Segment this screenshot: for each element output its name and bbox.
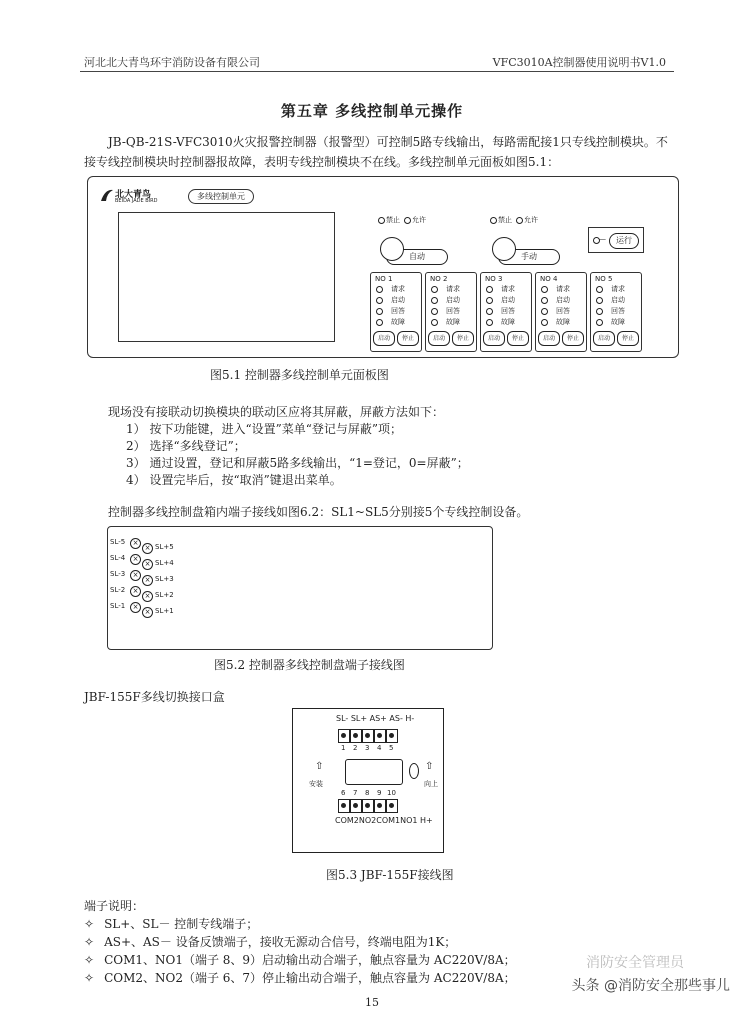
fault-label: 故障 <box>501 318 515 326</box>
terminal-desc-text: SL+、SL－ 控制专线端子； <box>104 917 259 931</box>
interface-box-figure <box>292 708 444 853</box>
terminal-block <box>374 799 386 813</box>
terminal-desc-text: COM1、NO1（端子 8、9）启动输出动合端子，触点容量为 AC220V/8A； <box>104 953 516 967</box>
request-led <box>596 286 603 293</box>
bullet-icon: ✧ <box>84 971 95 985</box>
answer-label: 回答 <box>611 307 625 315</box>
auto-button-label: 自动 <box>409 252 425 261</box>
terminal-num: 9 <box>377 789 382 797</box>
channel-no: NO 5 <box>595 275 613 283</box>
brand-logo <box>100 187 160 207</box>
terminal-block <box>350 729 362 743</box>
terminal-minus-label: SL-2 <box>110 586 126 594</box>
auto-allow-led <box>404 217 411 224</box>
terminal-block <box>374 729 386 743</box>
terminal-block <box>350 799 362 813</box>
display-window <box>345 759 403 785</box>
manual-forbid-led <box>490 217 497 224</box>
answer-label: 回答 <box>391 307 405 315</box>
manual-key-switch[interactable] <box>492 237 516 261</box>
terminal-plus-label: SL+3 <box>155 575 174 583</box>
shield-lead: 现场没有接联动切换模块的联动区应将其屏蔽，屏蔽方法如下： <box>108 405 445 419</box>
terminal-num: 2 <box>353 744 358 752</box>
terminal-desc-4 <box>84 969 516 986</box>
request-led <box>431 286 438 293</box>
manual-button-label: 手动 <box>521 252 537 261</box>
terminal-plus-label: SL+2 <box>155 591 174 599</box>
watermark-ghost: 消防安全管理员 <box>586 955 684 971</box>
channel-start-button[interactable]: 启动 <box>483 331 505 346</box>
channel-stop-button[interactable]: 停止 <box>562 331 584 346</box>
terminal-num: 4 <box>377 744 382 752</box>
terminal-block <box>386 799 398 813</box>
terminal-minus-label: SL-1 <box>110 602 126 610</box>
control-panel-figure <box>87 176 679 358</box>
manual-allow-label: 允许 <box>524 216 538 224</box>
answer-led <box>376 308 383 315</box>
manual-forbid-label: 禁止 <box>498 216 512 224</box>
up-label: 向上 <box>424 780 438 788</box>
start-led <box>486 297 493 304</box>
terminal-desc-text: COM2、NO2（端子 6、7）停止输出动合端子，触点容量为 AC220V/8A； <box>104 971 516 985</box>
unit-label: 多线控制单元 <box>188 189 254 204</box>
terminal-num: 6 <box>341 789 346 797</box>
figure-5-1-caption: 图5.1 控制器多线控制单元面板图 <box>210 368 389 382</box>
run-label: 运行 <box>609 233 639 249</box>
watermark: 头条 @消防安全那些事儿 <box>571 978 730 994</box>
request-label: 请求 <box>391 285 405 293</box>
start-led <box>541 297 548 304</box>
answer-led <box>486 308 493 315</box>
install-label: 安装 <box>309 780 323 788</box>
request-label: 请求 <box>446 285 460 293</box>
channel-5 <box>590 272 642 352</box>
request-led <box>486 286 493 293</box>
screw-icon: × <box>130 554 141 565</box>
terminal-plus-label: SL+5 <box>155 543 174 551</box>
screw-icon: × <box>142 559 153 570</box>
request-led <box>376 286 383 293</box>
channel-start-button[interactable]: 启动 <box>373 331 395 346</box>
fault-led <box>376 319 383 326</box>
terminal-minus-label: SL-3 <box>110 570 126 578</box>
start-label: 启动 <box>446 296 460 304</box>
channel-no: NO 2 <box>430 275 448 283</box>
terminal-block <box>338 799 350 813</box>
answer-label: 回答 <box>501 307 515 315</box>
screw-icon: × <box>142 543 153 554</box>
lcd-screen <box>118 212 335 342</box>
channel-stop-button[interactable]: 停止 <box>507 331 529 346</box>
bullet-icon: ✧ <box>84 953 95 967</box>
bird-logo-icon <box>100 187 114 203</box>
fault-led <box>541 319 548 326</box>
wiring-text: 控制器多线控制盘箱内端子接线如图6.2：SL1~SL5分别接5个专线控制设备。 <box>108 505 529 519</box>
channel-no: NO 1 <box>375 275 393 283</box>
terminal-plus-label: SL+1 <box>155 607 174 615</box>
channel-2 <box>425 272 477 352</box>
header-company: 河北北大青鸟环宇消防设备有限公司 <box>84 56 260 69</box>
shield-step-1: 1） 按下功能键，进入“设置”菜单“登记与屏蔽”项； <box>126 422 402 436</box>
auto-forbid-led <box>378 217 385 224</box>
auto-allow-label: 允许 <box>412 216 426 224</box>
terminal-block <box>338 729 350 743</box>
channel-no: NO 4 <box>540 275 558 283</box>
terminal-num: 3 <box>365 744 370 752</box>
header-rule <box>80 71 674 72</box>
channel-start-button[interactable]: 启动 <box>593 331 615 346</box>
terminal-block <box>362 799 374 813</box>
request-led <box>541 286 548 293</box>
brand-sub: BEIDA JADE BIRD <box>115 198 158 204</box>
start-label: 启动 <box>501 296 515 304</box>
manual-allow-led <box>516 217 523 224</box>
terminal-block <box>362 729 374 743</box>
answer-led <box>541 308 548 315</box>
fault-label: 故障 <box>391 318 405 326</box>
screw-icon: × <box>142 607 153 618</box>
request-label: 请求 <box>611 285 625 293</box>
channel-stop-button[interactable]: 停止 <box>452 331 474 346</box>
terminal-block <box>386 729 398 743</box>
screw-icon: × <box>130 538 141 549</box>
terminal-desc-2 <box>84 933 456 950</box>
terminal-num: 8 <box>365 789 370 797</box>
fault-led <box>486 319 493 326</box>
channel-4 <box>535 272 587 352</box>
request-label: 请求 <box>501 285 515 293</box>
brand-name: 北大青鸟 <box>115 190 152 200</box>
terminal-minus-label: SL-5 <box>110 538 126 546</box>
channel-stop-button[interactable]: 停止 <box>617 331 639 346</box>
channel-3 <box>480 272 532 352</box>
screw-icon: × <box>130 570 141 581</box>
start-label: 启动 <box>611 296 625 304</box>
terminal-num: 7 <box>353 789 358 797</box>
up-arrow-left-icon: ⇧ <box>315 761 324 772</box>
terminal-num: 5 <box>389 744 394 752</box>
start-label: 启动 <box>556 296 570 304</box>
channel-start-button[interactable]: 启动 <box>538 331 560 346</box>
header-doc-title: VFC3010A控制器使用说明书V1.0 <box>492 56 666 69</box>
intro-paragraph: JB-QB-21S-VFC3010火灾报警控制器（报警型）可控制5路专线输出，每路需配接1只专线控制模块。不接专线控制模块时控制器报故障，表明专线控制模块不在线。多线控制单元面板如图5.1： <box>84 135 668 169</box>
auto-forbid-label: 禁止 <box>386 216 400 224</box>
bottom-terminal-labels: COM2NO2COM1NO1 H+ <box>335 816 433 825</box>
channel-no: NO 3 <box>485 275 503 283</box>
start-label: 启动 <box>391 296 405 304</box>
channel-start-button[interactable]: 启动 <box>428 331 450 346</box>
start-led <box>431 297 438 304</box>
page-number: 15 <box>365 996 379 1009</box>
start-led <box>376 297 383 304</box>
screw-icon: × <box>142 575 153 586</box>
shield-step-3: 3） 通过设置，登记和屏蔽5路多线输出，“1=登记，0=屏蔽”； <box>126 456 469 470</box>
figure-5-3-caption: 图5.3 JBF-155F接线图 <box>326 868 454 882</box>
terminal-desc-1 <box>84 915 258 932</box>
fault-label: 故障 <box>446 318 460 326</box>
fault-led <box>431 319 438 326</box>
fault-label: 故障 <box>611 318 625 326</box>
fault-led <box>596 319 603 326</box>
bullet-icon: ✧ <box>84 935 95 949</box>
channel-1 <box>370 272 422 352</box>
terminal-num: 1 <box>341 744 346 752</box>
terminal-desc-3 <box>84 951 516 968</box>
answer-led <box>431 308 438 315</box>
shield-step-2: 2） 选择“多线登记”； <box>126 439 246 453</box>
start-led <box>596 297 603 304</box>
shield-step-4: 4） 设置完毕后，按“取消”键退出菜单。 <box>126 473 342 487</box>
figure-5-2-caption: 图5.2 控制器多线控制盘端子接线图 <box>214 658 405 672</box>
bullet-icon: ✧ <box>84 917 95 931</box>
terminal-num: 10 <box>387 789 396 797</box>
request-label: 请求 <box>556 285 570 293</box>
channel-stop-button[interactable]: 停止 <box>397 331 419 346</box>
answer-label: 回答 <box>556 307 570 315</box>
terminal-plus-label: SL+4 <box>155 559 174 567</box>
chapter-title: 第五章 多线控制单元操作 <box>280 102 464 120</box>
screw-icon: × <box>130 602 141 613</box>
screw-icon: × <box>130 586 141 597</box>
fault-label: 故障 <box>556 318 570 326</box>
box-section-title: JBF-155F多线切换接口盒 <box>84 690 225 704</box>
top-terminal-labels: SL- SL+ AS+ AS- H- <box>336 714 415 723</box>
answer-led <box>596 308 603 315</box>
terminal-wiring-figure <box>107 526 493 650</box>
terminal-desc-title: 端子说明： <box>84 899 145 913</box>
indicator-led <box>409 763 419 779</box>
answer-label: 回答 <box>446 307 460 315</box>
up-arrow-right-icon: ⇧ <box>425 761 434 772</box>
screw-icon: × <box>142 591 153 602</box>
terminal-minus-label: SL-4 <box>110 554 126 562</box>
auto-key-switch[interactable] <box>380 237 404 261</box>
terminal-desc-text: AS+、AS－ 设备反馈端子，接收无源动合信号，终端电阻为1K； <box>104 935 457 949</box>
run-dash: — <box>599 235 606 243</box>
